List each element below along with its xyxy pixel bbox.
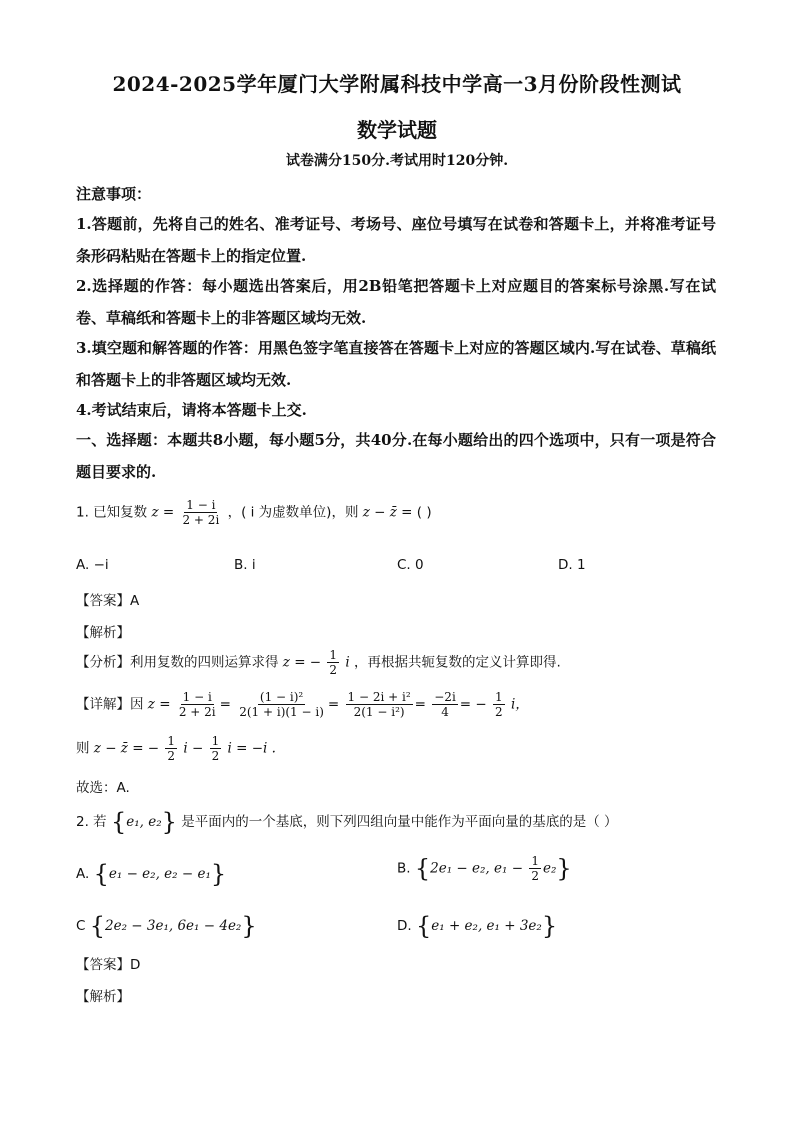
q1-fenxi-half-den: 2 (329, 663, 338, 677)
q1-frac-num: 1 − i (186, 498, 216, 512)
left-brace: { (110, 808, 127, 836)
q2-option-b-label: B. (397, 860, 411, 877)
right-brace: } (161, 808, 177, 836)
q1-then-expr: z − z̄ = − (93, 740, 160, 757)
q2-option-b-frac-num: 1 (531, 854, 539, 868)
q1-then-prefix: 则 (76, 740, 90, 757)
q1-then-end: i = −i . (227, 740, 276, 757)
right-brace: } (210, 860, 227, 888)
q1-option-b: B. i (234, 557, 256, 573)
q1-detail-frac-4 (432, 690, 458, 719)
q2-middle: 是平面内的一个基底，则下列四组向量中能作为平面向量的基底的是（ ） (181, 814, 618, 830)
q1-detail: 【详解】因 z = $\frac{1 - i}{2 + 2i}$ = $\frac{\text{(1 − i)²}}{2(1 + i)(1 - i)}$ = $\frac{\text{1 − 2i + i²}}{\text{2(1 − i²)}}$ = $\frac{-2i}{4}$ = − $\frac{1}{2}$ i， (76, 690, 529, 719)
q1-detail-frac-2-num: (1 − i)² (259, 690, 304, 704)
q1-then (76, 734, 276, 763)
q2-option-d-text: e₁ + e₂, e₁ + 3e₂ (431, 918, 542, 934)
right-brace: } (556, 854, 572, 883)
q2-analysis-label: 【解析】 (76, 989, 130, 1005)
q1-fenxi-suffix: ，再根据共轭复数的定义计算即得. (353, 654, 561, 671)
left-brace: { (93, 860, 109, 888)
q1-suffix: ( ) (416, 504, 432, 521)
q1-detail-frac-1-den: 2 + 2i (178, 705, 216, 719)
q1-option-d: D. 1 (558, 557, 586, 573)
q2-option-b-frac (529, 854, 541, 883)
q1-then-frac-2 (210, 734, 222, 763)
section-1-heading: 一、选择题：本题共8小题，每小题5分，共40分.在每小题给出的四个选项中，只有一项是符合题目要求的. (76, 431, 716, 481)
q1-then-mid: i − (183, 740, 204, 757)
left-brace: { (415, 912, 432, 940)
q1-fenxi-i: i (345, 654, 350, 671)
q1-detail-frac-5-den: 2 (495, 705, 503, 719)
q2-option-b (397, 854, 572, 883)
q1-fenxi-half (327, 648, 339, 677)
notice-item-2: 2.选择题的作答：每小题选出答案后，用2B铅笔把答题卡上对应题目的答案标号涂黑.写在试卷、草稿纸和答题卡上的非答题区域均无效. (76, 277, 716, 327)
notice-item-1: 1.答题前，先将自己的姓名、准考证号、考场号、座位号填写在试卷和答题卡上，并将准考证号条形码粘贴在答题卡上的指定位置. (76, 215, 716, 265)
left-brace: { (89, 912, 106, 940)
q1-z: z = (151, 504, 175, 521)
q2-option-c-label: C (76, 918, 86, 934)
q2-option-b-pre: 2e₁ − e₂, e₁ − (430, 860, 524, 877)
q2-basis: e₁, e₂ (126, 814, 162, 830)
left-brace: { (414, 854, 431, 883)
q1-detail-frac-3-den: 2(1 − i²) (353, 705, 405, 719)
q1-fenxi (76, 648, 561, 677)
q1-detail-frac-4-num: −2i (434, 690, 456, 704)
q1-then-frac-1 (165, 734, 177, 763)
q1-option-a: A. −i (76, 557, 109, 573)
q1-detail-frac-1-num: 1 − i (182, 690, 212, 704)
exam-subtitle: 数学试题 (357, 118, 437, 142)
q2-option-b-post: e₂ (542, 860, 557, 877)
q2-option-a (76, 860, 226, 888)
q1-detail-prefix: 【详解】因 (76, 696, 144, 713)
q1-fenxi-half-num: 1 (329, 648, 338, 662)
right-brace: } (241, 912, 257, 940)
q1-detail-frac-2 (237, 690, 326, 719)
question-1 (76, 498, 432, 527)
q1-fraction (180, 498, 221, 527)
q2-option-c (76, 912, 257, 940)
q2-prefix: 2. 若 (76, 814, 107, 830)
q1-option-c: C. 0 (397, 557, 424, 573)
q2-option-a-label: A. (76, 866, 90, 882)
q1-detail-frac-3-num: 1 − 2i + i² (347, 690, 411, 704)
q1-then-frac-2-den: 2 (211, 749, 220, 763)
q1-detail-end: i， (510, 696, 529, 713)
q1-middle: ，( i 为虚数单位)，则 (227, 504, 359, 521)
notice-item-4: 4.考试结束后，请将本答题卡上交. (76, 401, 307, 419)
q1-fenxi-z: z = − (282, 654, 322, 671)
q1-analysis-label: 【解析】 (76, 625, 130, 641)
q1-prefix: 1. 已知复数 (76, 504, 148, 521)
q1-detail-frac-3 (346, 690, 413, 719)
q1-frac-den: 2 + 2i (182, 513, 220, 527)
q2-option-c-text: 2e₂ − 3e₁, 6e₁ − 4e₂ (105, 918, 242, 934)
q1-detail-frac-2-den: 2(1 + i)(1 − i) (239, 705, 324, 719)
q2-option-a-text: e₁ − e₂, e₂ − e₁ (108, 866, 211, 882)
q1-conclusion: 故选：A. (76, 780, 130, 796)
right-brace: } (541, 912, 558, 940)
q1-then-frac-2-num: 1 (211, 734, 220, 748)
exam-title: 2024-2025学年厦门大学附属科技中学高一3月份阶段性测试 (112, 72, 682, 96)
notice-heading: 注意事项： (76, 185, 152, 203)
q1-detail-z: z = (147, 696, 171, 713)
q2-answer: 【答案】D (76, 957, 141, 973)
q1-detail-frac-4-den: 4 (441, 705, 449, 719)
q1-then-frac-1-num: 1 (167, 734, 176, 748)
q1-then-frac-1-den: 2 (167, 749, 176, 763)
q1-detail-frac-1 (177, 690, 218, 719)
q1-detail-frac-5 (493, 690, 505, 719)
question-2 (76, 808, 618, 836)
q1-answer: 【答案】A (76, 593, 140, 609)
q1-expr: z − z̄ = (362, 504, 413, 521)
q2-option-d-label: D. (397, 918, 412, 934)
q1-detail-frac-5-num: 1 (495, 690, 503, 704)
notice-item-3: 3.填空题和解答题的作答：用黑色签字笔直接答在答题卡上对应的答题区域内.写在试卷、草稿纸和答题卡上的非答题区域均无效. (76, 339, 716, 389)
q1-fenxi-prefix: 【分析】利用复数的四则运算求得 (76, 654, 279, 671)
exam-info: 试卷满分150分.考试用时120分钟. (285, 153, 509, 169)
q2-option-d (397, 912, 557, 940)
q2-option-b-frac-den: 2 (531, 869, 539, 883)
